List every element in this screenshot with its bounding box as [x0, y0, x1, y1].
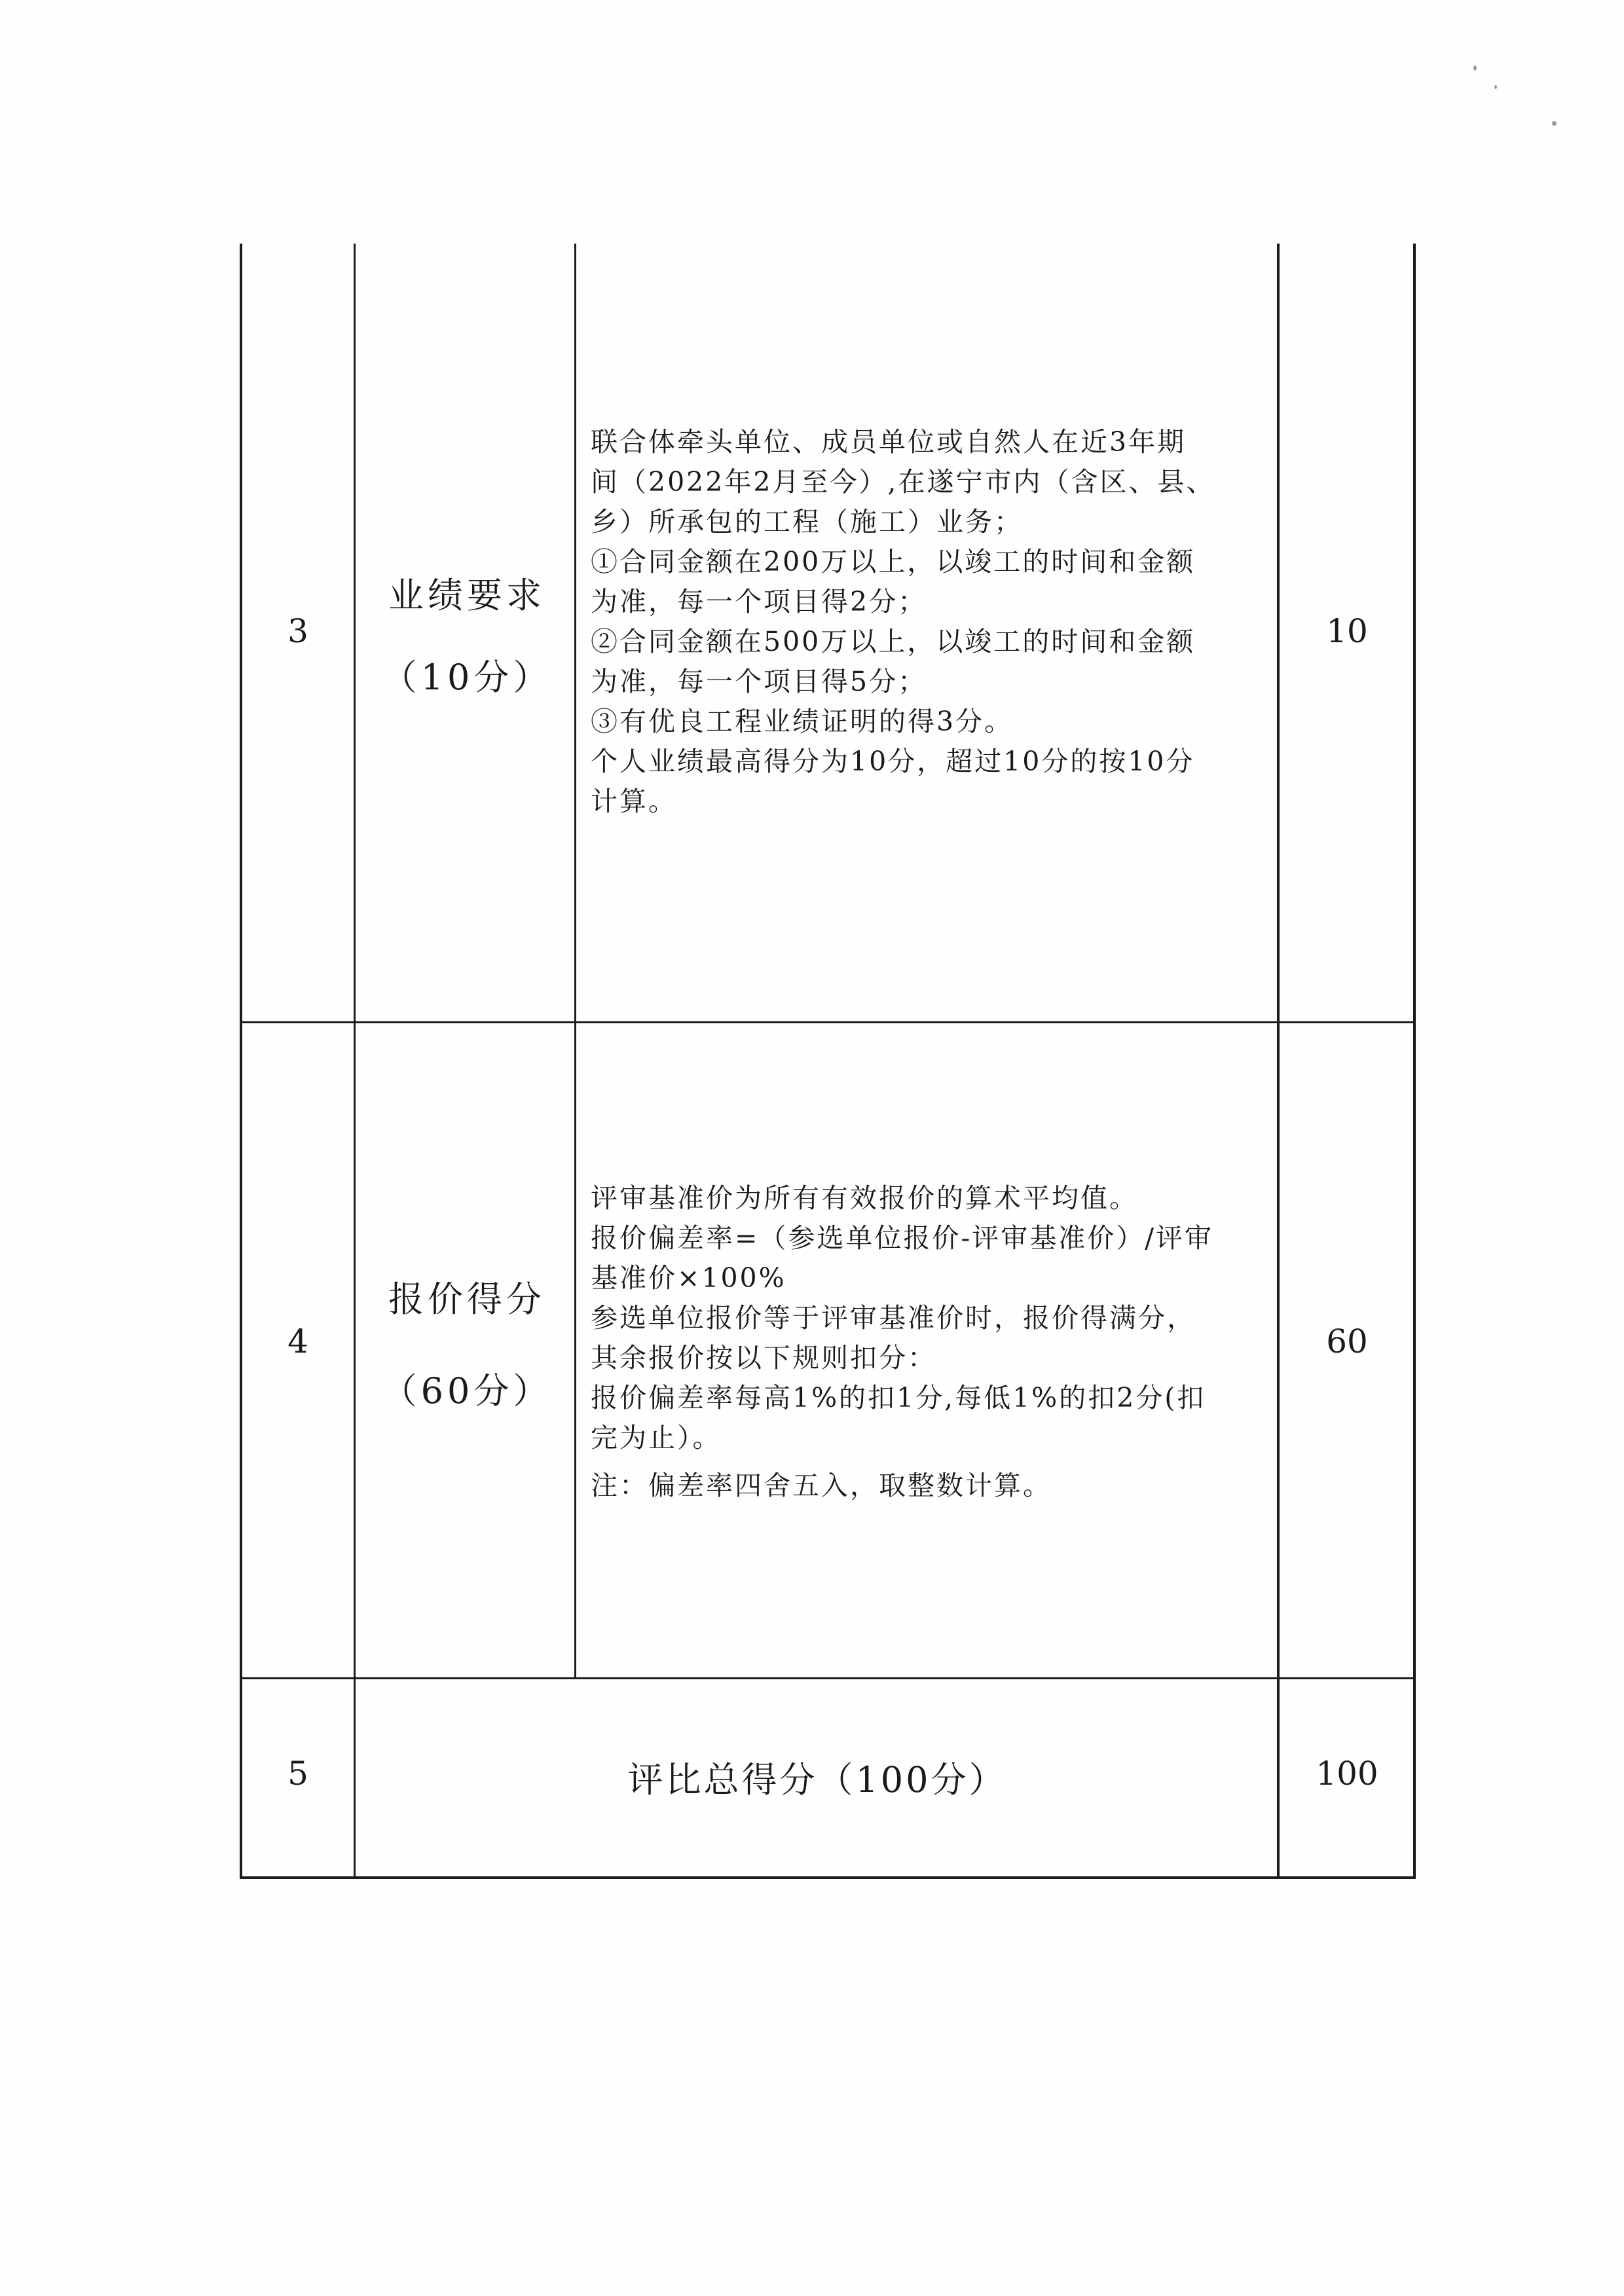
- category-name: 业绩要求: [388, 575, 545, 616]
- table-col-divider-3: [1277, 244, 1280, 1879]
- criteria-line: ①合同金额在200万以上，以竣工的时间和金额: [591, 546, 1196, 577]
- criteria-line: 为准，每一个项目得5分；: [591, 666, 927, 697]
- row-divider-4-5: [240, 1677, 1416, 1679]
- criteria-line: 完为止）。: [591, 1422, 722, 1453]
- table-left-border: [240, 244, 242, 1879]
- criteria-line: 个人业绩最高得分为10分，超过10分的按10分: [591, 746, 1195, 777]
- table-bottom-border: [240, 1876, 1416, 1879]
- criteria-line: 间（2022年2月至今）,在遂宁市内（含区、县、: [591, 466, 1215, 498]
- criteria-line: 为准，每一个项目得2分；: [591, 586, 927, 617]
- category-name: 报价得分: [388, 1279, 545, 1320]
- criteria-line: 评审基准价为所有有效报价的算术平均值。: [591, 1182, 1138, 1214]
- criteria-text: [591, 1178, 1213, 1506]
- score-value: 10: [1326, 612, 1368, 650]
- score-value: 100: [1316, 1755, 1378, 1793]
- total-score-label: 评比总得分（100分）: [627, 1759, 1007, 1800]
- scan-speck: [1473, 65, 1477, 71]
- criteria-line: 报价偏差率=（参选单位报价-评审基准价）/评审: [591, 1222, 1214, 1254]
- criteria-line: 注：偏差率四舍五入，取整数计算。: [591, 1470, 1052, 1501]
- criteria-line: 乡）所承包的工程（施工）业务；: [591, 506, 1023, 538]
- table-right-border: [1413, 244, 1416, 1879]
- criteria-line: 计算。: [591, 786, 677, 817]
- criteria-line: 联合体牵头单位、成员单位或自然人在近3年期: [591, 426, 1187, 458]
- category-points: （10分）: [381, 657, 553, 698]
- criteria-line: 参选单位报价等于评审基准价时，报价得满分，: [591, 1302, 1196, 1334]
- criteria-line: ③有优良工程业绩证明的得3分。: [591, 706, 1014, 737]
- scan-speck: [1552, 121, 1557, 126]
- table-col-divider-1: [354, 244, 356, 1879]
- category-points: （60分）: [381, 1370, 553, 1412]
- row-number: 5: [287, 1755, 308, 1793]
- row-divider-3-4: [240, 1021, 1416, 1023]
- criteria-line: 基准价×100%: [591, 1262, 786, 1294]
- scan-speck: [1494, 85, 1497, 89]
- table-col-divider-2: [574, 244, 576, 1679]
- criteria-text: [591, 422, 1215, 822]
- row-number: 3: [287, 612, 308, 650]
- row-number: 4: [287, 1322, 308, 1360]
- criteria-line: ②合同金额在500万以上，以竣工的时间和金额: [591, 626, 1196, 657]
- score-value: 60: [1326, 1322, 1368, 1360]
- criteria-line: 报价偏差率每高1%的扣1分,每低1%的扣2分(扣: [591, 1382, 1206, 1413]
- criteria-line: 其余报价按以下规则扣分：: [591, 1342, 936, 1374]
